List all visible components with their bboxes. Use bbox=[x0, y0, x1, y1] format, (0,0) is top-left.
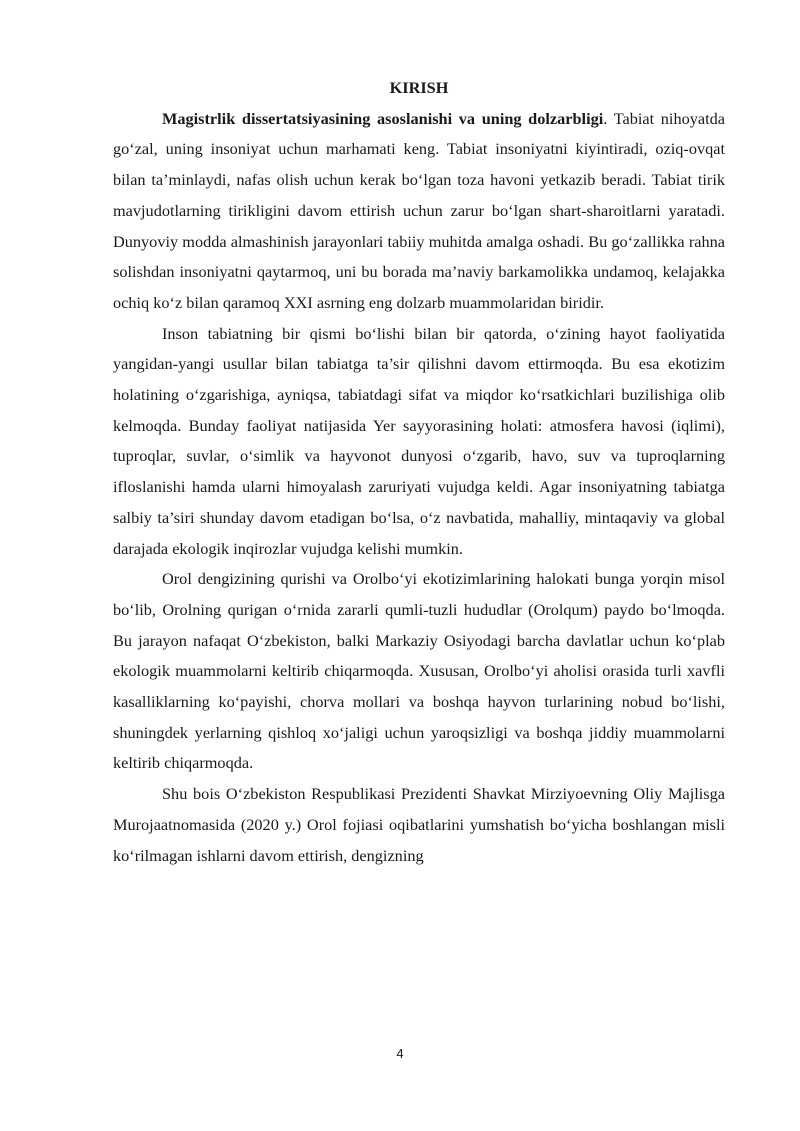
intro-lead-bold: Magistrlik dissertatsiyasining asoslanishi va uning dolzarbligi bbox=[162, 108, 604, 128]
intro-paragraph bbox=[113, 104, 725, 319]
section-heading: KIRISH bbox=[389, 78, 449, 97]
paragraph-president-address: Shu bois O‘zbekiston Respublikasi Prezidenti Shavkat Mirziyoevning Oliy Majlisga Murojaatnomasida (2020 y.) Orol fojiasi oqibatlarini yumshatish bo‘yicha boshlangan misli ko‘rilmagan ishlarni davom ettirish, dengizning bbox=[113, 784, 725, 865]
paragraph-aral-sea: Orol dengizining qurishi va Orolbo‘yi ekotizimlarining halokati bunga yorqin misol bo‘lib, Orolning qurigan o‘rnida zararli qumli-tuzli hududlar (Orolqum) paydo bo‘lmoqda. Bu jarayon nafaqat O‘zbekiston, balki Markaziy Osiyodagi barcha davlatlar uchun ko‘plab ekologik muammolarni keltirib chiqarmoqda. Xususan, Orolbo‘yi aholisi orasida turli xavfli kasalliklarning ko‘payishi, chorva mollari va boshqa hayvon turlarining nobud bo‘lishi, shuningdek yerlarning qishloq xo‘jaligi uchun yaroqsizligi va boshqa jiddiy muammolarni keltirib chiqarmoqda. bbox=[113, 569, 725, 773]
intro-lead-text: . Tabiat nihoyatda go‘zal, uning insoniyat uchun marhamati keng. Tabiat insoniyatni kiyintiradi, oziq-ovqat bilan ta’minlaydi, nafas olish uchun kerak bo‘lgan toza havoni yetkazib beradi. Tabiat tirik mavjudotlarning tirikligini davom ettirish uchun zarur bo‘lgan shart-sharoitlarni yaratadi. Dunyoviy modda almashinish jarayonlari tabiiy muhitda amalga oshadi. Bu go‘zallikka rahna solishdan insoniyatni qaytarmoq, uni bu borada ma’naviy barkamolikka undamoq, kelajakka ochiq ko‘z bilan qaramoq XXI asrning eng dolzarb muammolaridan biridir. bbox=[113, 108, 725, 312]
page-body bbox=[113, 73, 725, 871]
paragraph-human-impact: Inson tabiatning bir qismi bo‘lishi bilan bir qatorda, o‘zining hayot faoliyatida yangidan-yangi usullar bilan tabiatga ta’sir qilishni davom ettirmoqda. Bu esa ekotizim holatining o‘zgarishiga, ayniqsa, tabiatdagi sifat va miqdor ko‘rsatkichlari buzilishiga olib kelmoqda. Bunday faoliyat natijasida Yer sayyorasining holati: atmosfera havosi (iqlimi), tuproqlar, suvlar, o‘simlik va hayvonot dunyosi o‘zgarib, havo, suv va tuproqlarning ifloslanishi hamda ularni himoyalash zaruriyati vujudga keldi. Agar insoniyatning tabiatga salbiy ta’siri shunday davom etadigan bo‘lsa, o‘z navbatida, mahalliy, mintaqaviy va global darajada ekologik inqirozlar vujudga kelishi mumkin. bbox=[113, 323, 725, 558]
page-number: 4 bbox=[396, 1046, 404, 1061]
